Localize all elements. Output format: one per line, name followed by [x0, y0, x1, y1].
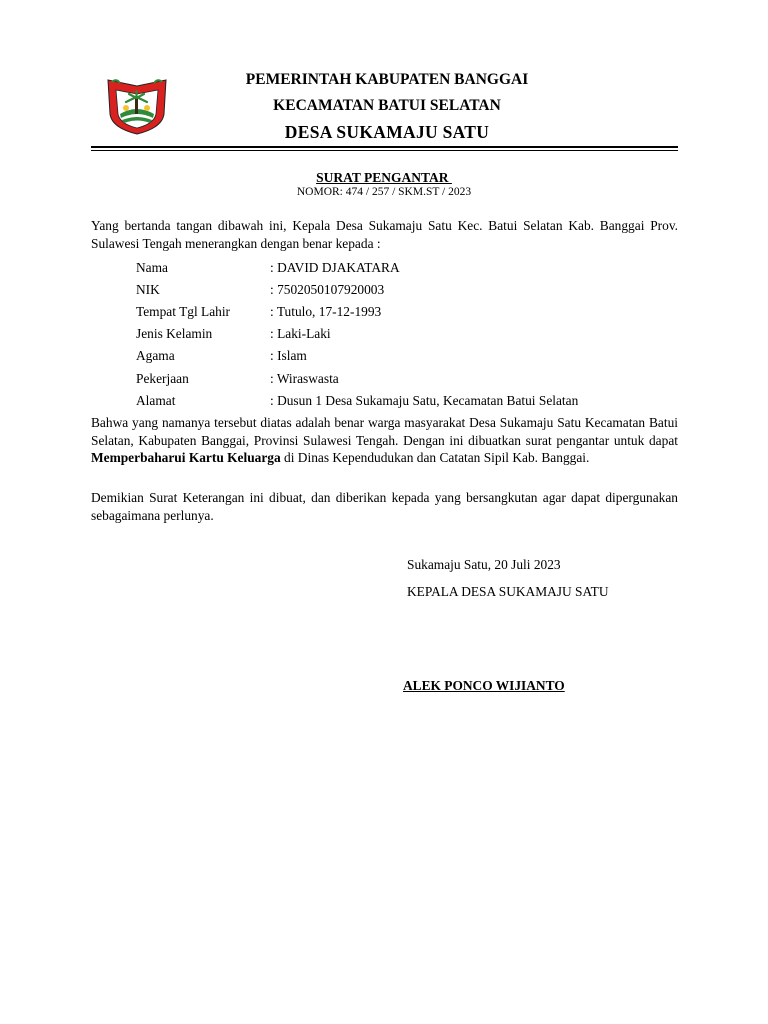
statement-paragraph: [91, 414, 678, 467]
letterhead-rule-thick: [91, 146, 678, 148]
field-value: : 7502050107920003: [270, 282, 385, 297]
field-label: Nama: [136, 260, 168, 275]
field-label: NIK: [136, 282, 160, 297]
field-value: : Islam: [270, 348, 307, 363]
letterhead-rule-thin: [91, 150, 678, 151]
field-value: : Tutulo, 17-12-1993: [270, 304, 382, 319]
field-label: Alamat: [136, 393, 176, 408]
letterhead-village: DESA SUKAMAJU SATU: [284, 122, 490, 142]
statement-text: Bahwa yang namanya tersebut diatas adalah benar warga masyarakat Desa Sukamaju Satu Kecamatan Batui Selatan, Kabupaten Banggai, Provinsi Sulawesi Tengah. Dengan ini dibuatkan surat pengantar untuk dapat: [91, 415, 678, 448]
letterhead-government: PEMERINTAH KABUPATEN BANGGAI: [245, 71, 529, 88]
signature-position: KEPALA DESA SUKAMAJU SATU: [407, 584, 609, 599]
field-label: Pekerjaan: [136, 371, 189, 386]
field-label: Agama: [136, 348, 175, 363]
intro-paragraph: Yang bertanda tangan dibawah ini, Kepala Desa Sukamaju Satu Kec. Batui Selatan Kab. Banggai Prov. Sulawesi Tengah menerangkan dengan benar kepada :: [91, 218, 678, 251]
field-value: : Wiraswasta: [270, 371, 339, 386]
statement-purpose: Memperbaharui Kartu Keluarga: [91, 450, 281, 465]
field-label: Jenis Kelamin: [136, 326, 213, 341]
signature-place-date: Sukamaju Satu, 20 Juli 2023: [407, 557, 561, 572]
field-value: : Laki-Laki: [270, 326, 331, 341]
field-value: : DAVID DJAKATARA: [270, 260, 400, 275]
field-label: Tempat Tgl Lahir: [136, 304, 231, 319]
closing-paragraph: Demikian Surat Keterangan ini dibuat, dan diberikan kepada yang bersangkutan agar dapat dipergunakan sebagaimana perlunya.: [91, 490, 678, 523]
letter-title: SURAT PENGANTAR: [316, 170, 452, 185]
field-value: : Dusun 1 Desa Sukamaju Satu, Kecamatan Batui Selatan: [270, 393, 579, 408]
signer-name: ALEK PONCO WIJIANTO: [403, 678, 565, 693]
statement-text-end: di Dinas Kependudukan dan Catatan Sipil Kab. Banggai.: [280, 450, 590, 465]
letterhead-district: KECAMATAN BATUI SELATAN: [273, 97, 501, 114]
letter-number: NOMOR: 474 / 257 / SKM.ST / 2023: [296, 186, 472, 198]
